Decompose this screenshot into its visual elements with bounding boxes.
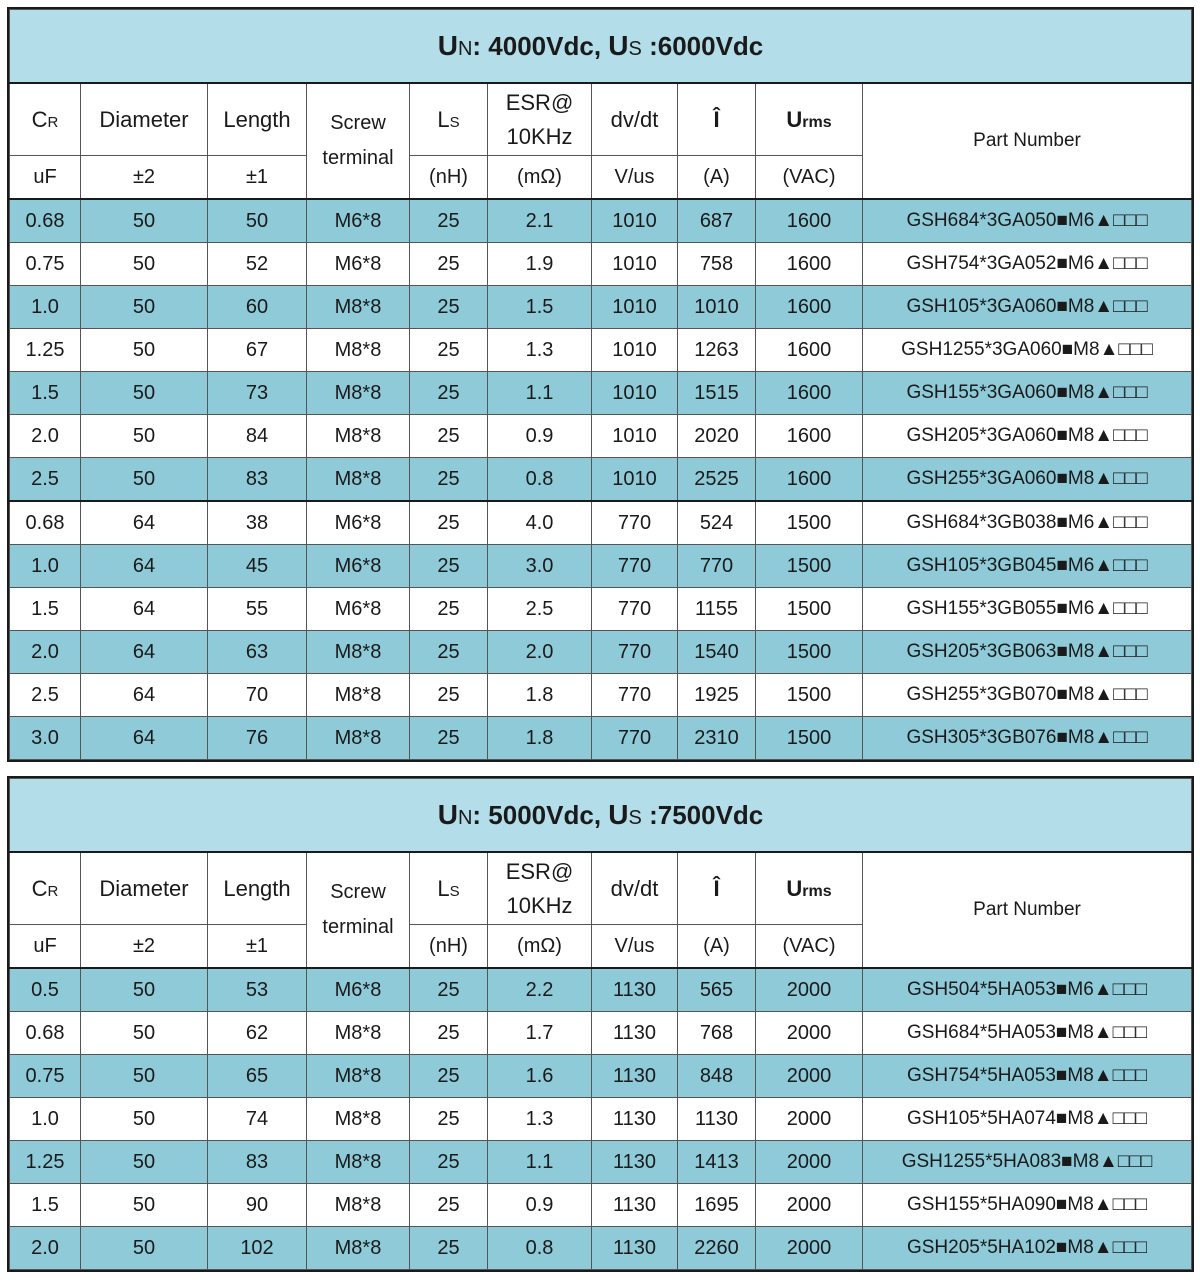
cell-ihat: 1413 (678, 1141, 756, 1184)
cell-cr: 1.0 (10, 545, 81, 588)
cell-length: 76 (208, 717, 307, 760)
col-header-length: Length (208, 83, 307, 156)
cell-length: 73 (208, 372, 307, 415)
cell-length: 38 (208, 501, 307, 545)
cell-esr: 1.8 (488, 674, 592, 717)
table-row (10, 631, 1192, 674)
cell-urms: 2000 (756, 1012, 863, 1055)
cell-dvdt: 1130 (592, 1141, 678, 1184)
col-header-urms: Urms (756, 852, 863, 925)
cell-ihat: 768 (678, 1012, 756, 1055)
cell-screw: M8*8 (307, 1184, 410, 1227)
cell-ihat: 1155 (678, 588, 756, 631)
cell-length: 67 (208, 329, 307, 372)
table-row (10, 372, 1192, 415)
cell-dvdt: 1130 (592, 968, 678, 1012)
cell-part-number: GSH105*3GA060■M8▲□□□ (863, 286, 1192, 329)
unit-cr: uF (10, 925, 81, 969)
cell-part-number: GSH205*3GA060■M8▲□□□ (863, 415, 1192, 458)
cell-esr: 0.9 (488, 1184, 592, 1227)
cell-ls: 25 (410, 372, 488, 415)
unit-dvdt: V/us (592, 925, 678, 969)
cell-diameter: 50 (81, 415, 208, 458)
cell-cr: 2.0 (10, 415, 81, 458)
unit-ls: (nH) (410, 156, 488, 200)
col-header-ls: LS (410, 852, 488, 925)
cell-diameter: 50 (81, 1055, 208, 1098)
unit-dvdt: V/us (592, 156, 678, 200)
cell-ls: 25 (410, 631, 488, 674)
cell-diameter: 50 (81, 1184, 208, 1227)
cell-diameter: 50 (81, 199, 208, 243)
cell-diameter: 64 (81, 588, 208, 631)
cell-dvdt: 1010 (592, 199, 678, 243)
cell-screw: M6*8 (307, 501, 410, 545)
cell-ihat: 1695 (678, 1184, 756, 1227)
cell-ls: 25 (410, 1227, 488, 1270)
cell-screw: M8*8 (307, 1098, 410, 1141)
cell-esr: 2.5 (488, 588, 592, 631)
cell-ls: 25 (410, 286, 488, 329)
cell-length: 102 (208, 1227, 307, 1270)
cell-length: 60 (208, 286, 307, 329)
cell-part-number: GSH754*5HA053■M8▲□□□ (863, 1055, 1192, 1098)
unit-diameter: ±2 (81, 925, 208, 969)
cell-diameter: 64 (81, 717, 208, 760)
cell-esr: 1.3 (488, 329, 592, 372)
cell-dvdt: 1010 (592, 329, 678, 372)
cell-esr: 1.1 (488, 1141, 592, 1184)
spec-table-4000vdc (7, 7, 1194, 762)
cell-screw: M8*8 (307, 329, 410, 372)
table-row (10, 199, 1192, 243)
cell-length: 84 (208, 415, 307, 458)
cell-ls: 25 (410, 243, 488, 286)
cell-ls: 25 (410, 199, 488, 243)
cell-ls: 25 (410, 415, 488, 458)
cell-part-number: GSH205*3GB063■M8▲□□□ (863, 631, 1192, 674)
cell-cr: 1.5 (10, 1184, 81, 1227)
cell-screw: M6*8 (307, 199, 410, 243)
col-header-ihat: Î (678, 83, 756, 156)
cell-ihat: 2260 (678, 1227, 756, 1270)
cell-ls: 25 (410, 1184, 488, 1227)
unit-ihat: (A) (678, 156, 756, 200)
cell-urms: 2000 (756, 1227, 863, 1270)
cell-ihat: 1540 (678, 631, 756, 674)
cell-cr: 1.25 (10, 329, 81, 372)
cell-ihat: 2310 (678, 717, 756, 760)
cell-dvdt: 770 (592, 631, 678, 674)
cell-part-number: GSH155*3GA060■M8▲□□□ (863, 372, 1192, 415)
cell-screw: M8*8 (307, 1012, 410, 1055)
cell-dvdt: 770 (592, 674, 678, 717)
cell-part-number: GSH155*3GB055■M6▲□□□ (863, 588, 1192, 631)
cell-ls: 25 (410, 717, 488, 760)
cell-urms: 1500 (756, 717, 863, 760)
cell-cr: 0.75 (10, 1055, 81, 1098)
cell-esr: 2.1 (488, 199, 592, 243)
cell-screw: M8*8 (307, 458, 410, 502)
unit-length: ±1 (208, 156, 307, 200)
cell-urms: 1600 (756, 372, 863, 415)
cell-screw: M8*8 (307, 631, 410, 674)
cell-esr: 1.1 (488, 372, 592, 415)
unit-ls: (nH) (410, 925, 488, 969)
cell-urms: 2000 (756, 1141, 863, 1184)
cell-ihat: 1010 (678, 286, 756, 329)
table-row (10, 243, 1192, 286)
cell-ihat: 1263 (678, 329, 756, 372)
cell-screw: M8*8 (307, 1055, 410, 1098)
cell-esr: 0.8 (488, 1227, 592, 1270)
cell-part-number: GSH684*5HA053■M8▲□□□ (863, 1012, 1192, 1055)
cell-part-number: GSH684*3GB038■M6▲□□□ (863, 501, 1192, 545)
cell-ihat: 565 (678, 968, 756, 1012)
cell-screw: M6*8 (307, 243, 410, 286)
cell-part-number: GSH105*3GB045■M6▲□□□ (863, 545, 1192, 588)
cell-cr: 0.75 (10, 243, 81, 286)
cell-cr: 1.0 (10, 1098, 81, 1141)
cell-dvdt: 1010 (592, 415, 678, 458)
table-row (10, 674, 1192, 717)
cell-part-number: GSH305*3GB076■M8▲□□□ (863, 717, 1192, 760)
table-row (10, 415, 1192, 458)
cell-ls: 25 (410, 1055, 488, 1098)
cell-urms: 1500 (756, 501, 863, 545)
table-row (10, 545, 1192, 588)
cell-ls: 25 (410, 674, 488, 717)
table-row (10, 329, 1192, 372)
cell-dvdt: 1010 (592, 286, 678, 329)
cell-diameter: 50 (81, 1098, 208, 1141)
cell-esr: 2.2 (488, 968, 592, 1012)
cell-ls: 25 (410, 545, 488, 588)
cell-length: 83 (208, 1141, 307, 1184)
cell-ls: 25 (410, 1012, 488, 1055)
table-row (10, 501, 1192, 545)
cell-diameter: 50 (81, 458, 208, 502)
cell-dvdt: 770 (592, 588, 678, 631)
unit-diameter: ±2 (81, 156, 208, 200)
cell-part-number: GSH1255*5HA083■M8▲□□□ (863, 1141, 1192, 1184)
cell-ihat: 848 (678, 1055, 756, 1098)
cell-length: 70 (208, 674, 307, 717)
cell-part-number: GSH684*3GA050■M6▲□□□ (863, 199, 1192, 243)
cell-screw: M6*8 (307, 545, 410, 588)
col-header-diameter: Diameter (81, 852, 208, 925)
cell-diameter: 50 (81, 1141, 208, 1184)
cell-ls: 25 (410, 588, 488, 631)
cell-esr: 3.0 (488, 545, 592, 588)
cell-cr: 0.5 (10, 968, 81, 1012)
cell-cr: 1.5 (10, 588, 81, 631)
cell-ls: 25 (410, 1098, 488, 1141)
col-header-dvdt: dv/dt (592, 83, 678, 156)
cell-esr: 0.8 (488, 458, 592, 502)
cell-esr: 1.6 (488, 1055, 592, 1098)
cell-ihat: 2020 (678, 415, 756, 458)
cell-ls: 25 (410, 968, 488, 1012)
cell-diameter: 50 (81, 372, 208, 415)
cell-screw: M8*8 (307, 1141, 410, 1184)
cell-ihat: 524 (678, 501, 756, 545)
cell-dvdt: 1130 (592, 1055, 678, 1098)
cell-urms: 2000 (756, 1098, 863, 1141)
table-title: UN: 4000Vdc, US :6000Vdc (10, 10, 1192, 84)
cell-urms: 1500 (756, 674, 863, 717)
cell-urms: 1600 (756, 415, 863, 458)
table-row (10, 1184, 1192, 1227)
cell-ihat: 758 (678, 243, 756, 286)
cell-cr: 1.25 (10, 1141, 81, 1184)
cell-ihat: 1925 (678, 674, 756, 717)
table-row (10, 458, 1192, 502)
cell-cr: 3.0 (10, 717, 81, 760)
table-row (10, 968, 1192, 1012)
cell-length: 50 (208, 199, 307, 243)
cell-ihat: 687 (678, 199, 756, 243)
col-header-diameter: Diameter (81, 83, 208, 156)
cell-dvdt: 770 (592, 545, 678, 588)
cell-screw: M8*8 (307, 717, 410, 760)
cell-cr: 2.0 (10, 1227, 81, 1270)
table-row (10, 1227, 1192, 1270)
cell-part-number: GSH504*5HA053■M6▲□□□ (863, 968, 1192, 1012)
cell-esr: 1.3 (488, 1098, 592, 1141)
cell-dvdt: 770 (592, 717, 678, 760)
cell-screw: M8*8 (307, 1227, 410, 1270)
cell-screw: M8*8 (307, 415, 410, 458)
cell-esr: 1.8 (488, 717, 592, 760)
cell-ls: 25 (410, 329, 488, 372)
table-title: UN: 5000Vdc, US :7500Vdc (10, 779, 1192, 853)
cell-diameter: 50 (81, 243, 208, 286)
cell-urms: 1600 (756, 199, 863, 243)
cell-urms: 1500 (756, 545, 863, 588)
cell-urms: 1600 (756, 286, 863, 329)
col-header-ihat: Î (678, 852, 756, 925)
unit-esr: (mΩ) (488, 925, 592, 969)
cell-cr: 0.68 (10, 1012, 81, 1055)
unit-ihat: (A) (678, 925, 756, 969)
cell-length: 45 (208, 545, 307, 588)
cell-length: 74 (208, 1098, 307, 1141)
spec-table-5000vdc (7, 776, 1194, 1272)
cell-screw: M8*8 (307, 372, 410, 415)
cell-length: 52 (208, 243, 307, 286)
cell-ihat: 2525 (678, 458, 756, 502)
cell-part-number: GSH255*3GA060■M8▲□□□ (863, 458, 1192, 502)
cell-part-number: GSH1255*3GA060■M8▲□□□ (863, 329, 1192, 372)
cell-screw: M6*8 (307, 588, 410, 631)
cell-part-number: GSH105*5HA074■M8▲□□□ (863, 1098, 1192, 1141)
cell-ls: 25 (410, 458, 488, 502)
cell-part-number: GSH205*5HA102■M8▲□□□ (863, 1227, 1192, 1270)
unit-cr: uF (10, 156, 81, 200)
col-header-urms: Urms (756, 83, 863, 156)
cell-urms: 1600 (756, 243, 863, 286)
cell-cr: 1.0 (10, 286, 81, 329)
cell-diameter: 50 (81, 968, 208, 1012)
cell-cr: 2.5 (10, 674, 81, 717)
cell-diameter: 64 (81, 545, 208, 588)
cell-part-number: GSH754*3GA052■M6▲□□□ (863, 243, 1192, 286)
cell-ihat: 770 (678, 545, 756, 588)
cell-cr: 0.68 (10, 501, 81, 545)
unit-esr: (mΩ) (488, 156, 592, 200)
cell-dvdt: 1010 (592, 243, 678, 286)
cell-esr: 1.7 (488, 1012, 592, 1055)
cell-diameter: 64 (81, 631, 208, 674)
cell-screw: M8*8 (307, 286, 410, 329)
cell-diameter: 50 (81, 1227, 208, 1270)
cell-cr: 2.5 (10, 458, 81, 502)
col-header-screw-terminal: Screw terminal (307, 83, 410, 199)
cell-length: 55 (208, 588, 307, 631)
cell-ihat: 1130 (678, 1098, 756, 1141)
table-row (10, 588, 1192, 631)
cell-screw: M8*8 (307, 674, 410, 717)
cell-diameter: 50 (81, 1012, 208, 1055)
cell-length: 83 (208, 458, 307, 502)
unit-urms: (VAC) (756, 925, 863, 969)
cell-dvdt: 1130 (592, 1184, 678, 1227)
cell-dvdt: 770 (592, 501, 678, 545)
cell-urms: 1600 (756, 458, 863, 502)
cell-length: 65 (208, 1055, 307, 1098)
table-row (10, 1141, 1192, 1184)
cell-cr: 1.5 (10, 372, 81, 415)
col-header-screw-terminal: Screw terminal (307, 852, 410, 968)
col-header-cr: CR (10, 83, 81, 156)
table-row (10, 1012, 1192, 1055)
table-row (10, 717, 1192, 760)
cell-dvdt: 1130 (592, 1098, 678, 1141)
cell-esr: 0.9 (488, 415, 592, 458)
cell-ls: 25 (410, 1141, 488, 1184)
cell-screw: M6*8 (307, 968, 410, 1012)
cell-length: 62 (208, 1012, 307, 1055)
table-body (10, 199, 1192, 760)
cell-esr: 1.5 (488, 286, 592, 329)
cell-length: 63 (208, 631, 307, 674)
cell-cr: 2.0 (10, 631, 81, 674)
col-header-part-number: Part Number (863, 852, 1192, 968)
cell-part-number: GSH155*5HA090■M8▲□□□ (863, 1184, 1192, 1227)
table-row (10, 1098, 1192, 1141)
col-header-cr: CR (10, 852, 81, 925)
cell-diameter: 50 (81, 286, 208, 329)
cell-esr: 2.0 (488, 631, 592, 674)
cell-urms: 1500 (756, 588, 863, 631)
cell-dvdt: 1130 (592, 1227, 678, 1270)
cell-urms: 2000 (756, 968, 863, 1012)
unit-length: ±1 (208, 925, 307, 969)
cell-length: 90 (208, 1184, 307, 1227)
cell-urms: 1600 (756, 329, 863, 372)
cell-part-number: GSH255*3GB070■M8▲□□□ (863, 674, 1192, 717)
col-header-dvdt: dv/dt (592, 852, 678, 925)
unit-urms: (VAC) (756, 156, 863, 200)
cell-ls: 25 (410, 501, 488, 545)
col-header-length: Length (208, 852, 307, 925)
cell-urms: 1500 (756, 631, 863, 674)
cell-urms: 2000 (756, 1055, 863, 1098)
cell-dvdt: 1010 (592, 372, 678, 415)
table-row (10, 286, 1192, 329)
col-header-esr: ESR@ 10KHz (488, 852, 592, 925)
table-body (10, 968, 1192, 1270)
col-header-esr: ESR@ 10KHz (488, 83, 592, 156)
cell-diameter: 64 (81, 501, 208, 545)
cell-diameter: 50 (81, 329, 208, 372)
cell-cr: 0.68 (10, 199, 81, 243)
cell-urms: 2000 (756, 1184, 863, 1227)
cell-length: 53 (208, 968, 307, 1012)
cell-dvdt: 1130 (592, 1012, 678, 1055)
table-row (10, 1055, 1192, 1098)
cell-esr: 4.0 (488, 501, 592, 545)
col-header-part-number: Part Number (863, 83, 1192, 199)
cell-diameter: 64 (81, 674, 208, 717)
cell-esr: 1.9 (488, 243, 592, 286)
cell-dvdt: 1010 (592, 458, 678, 502)
col-header-ls: LS (410, 83, 488, 156)
cell-ihat: 1515 (678, 372, 756, 415)
